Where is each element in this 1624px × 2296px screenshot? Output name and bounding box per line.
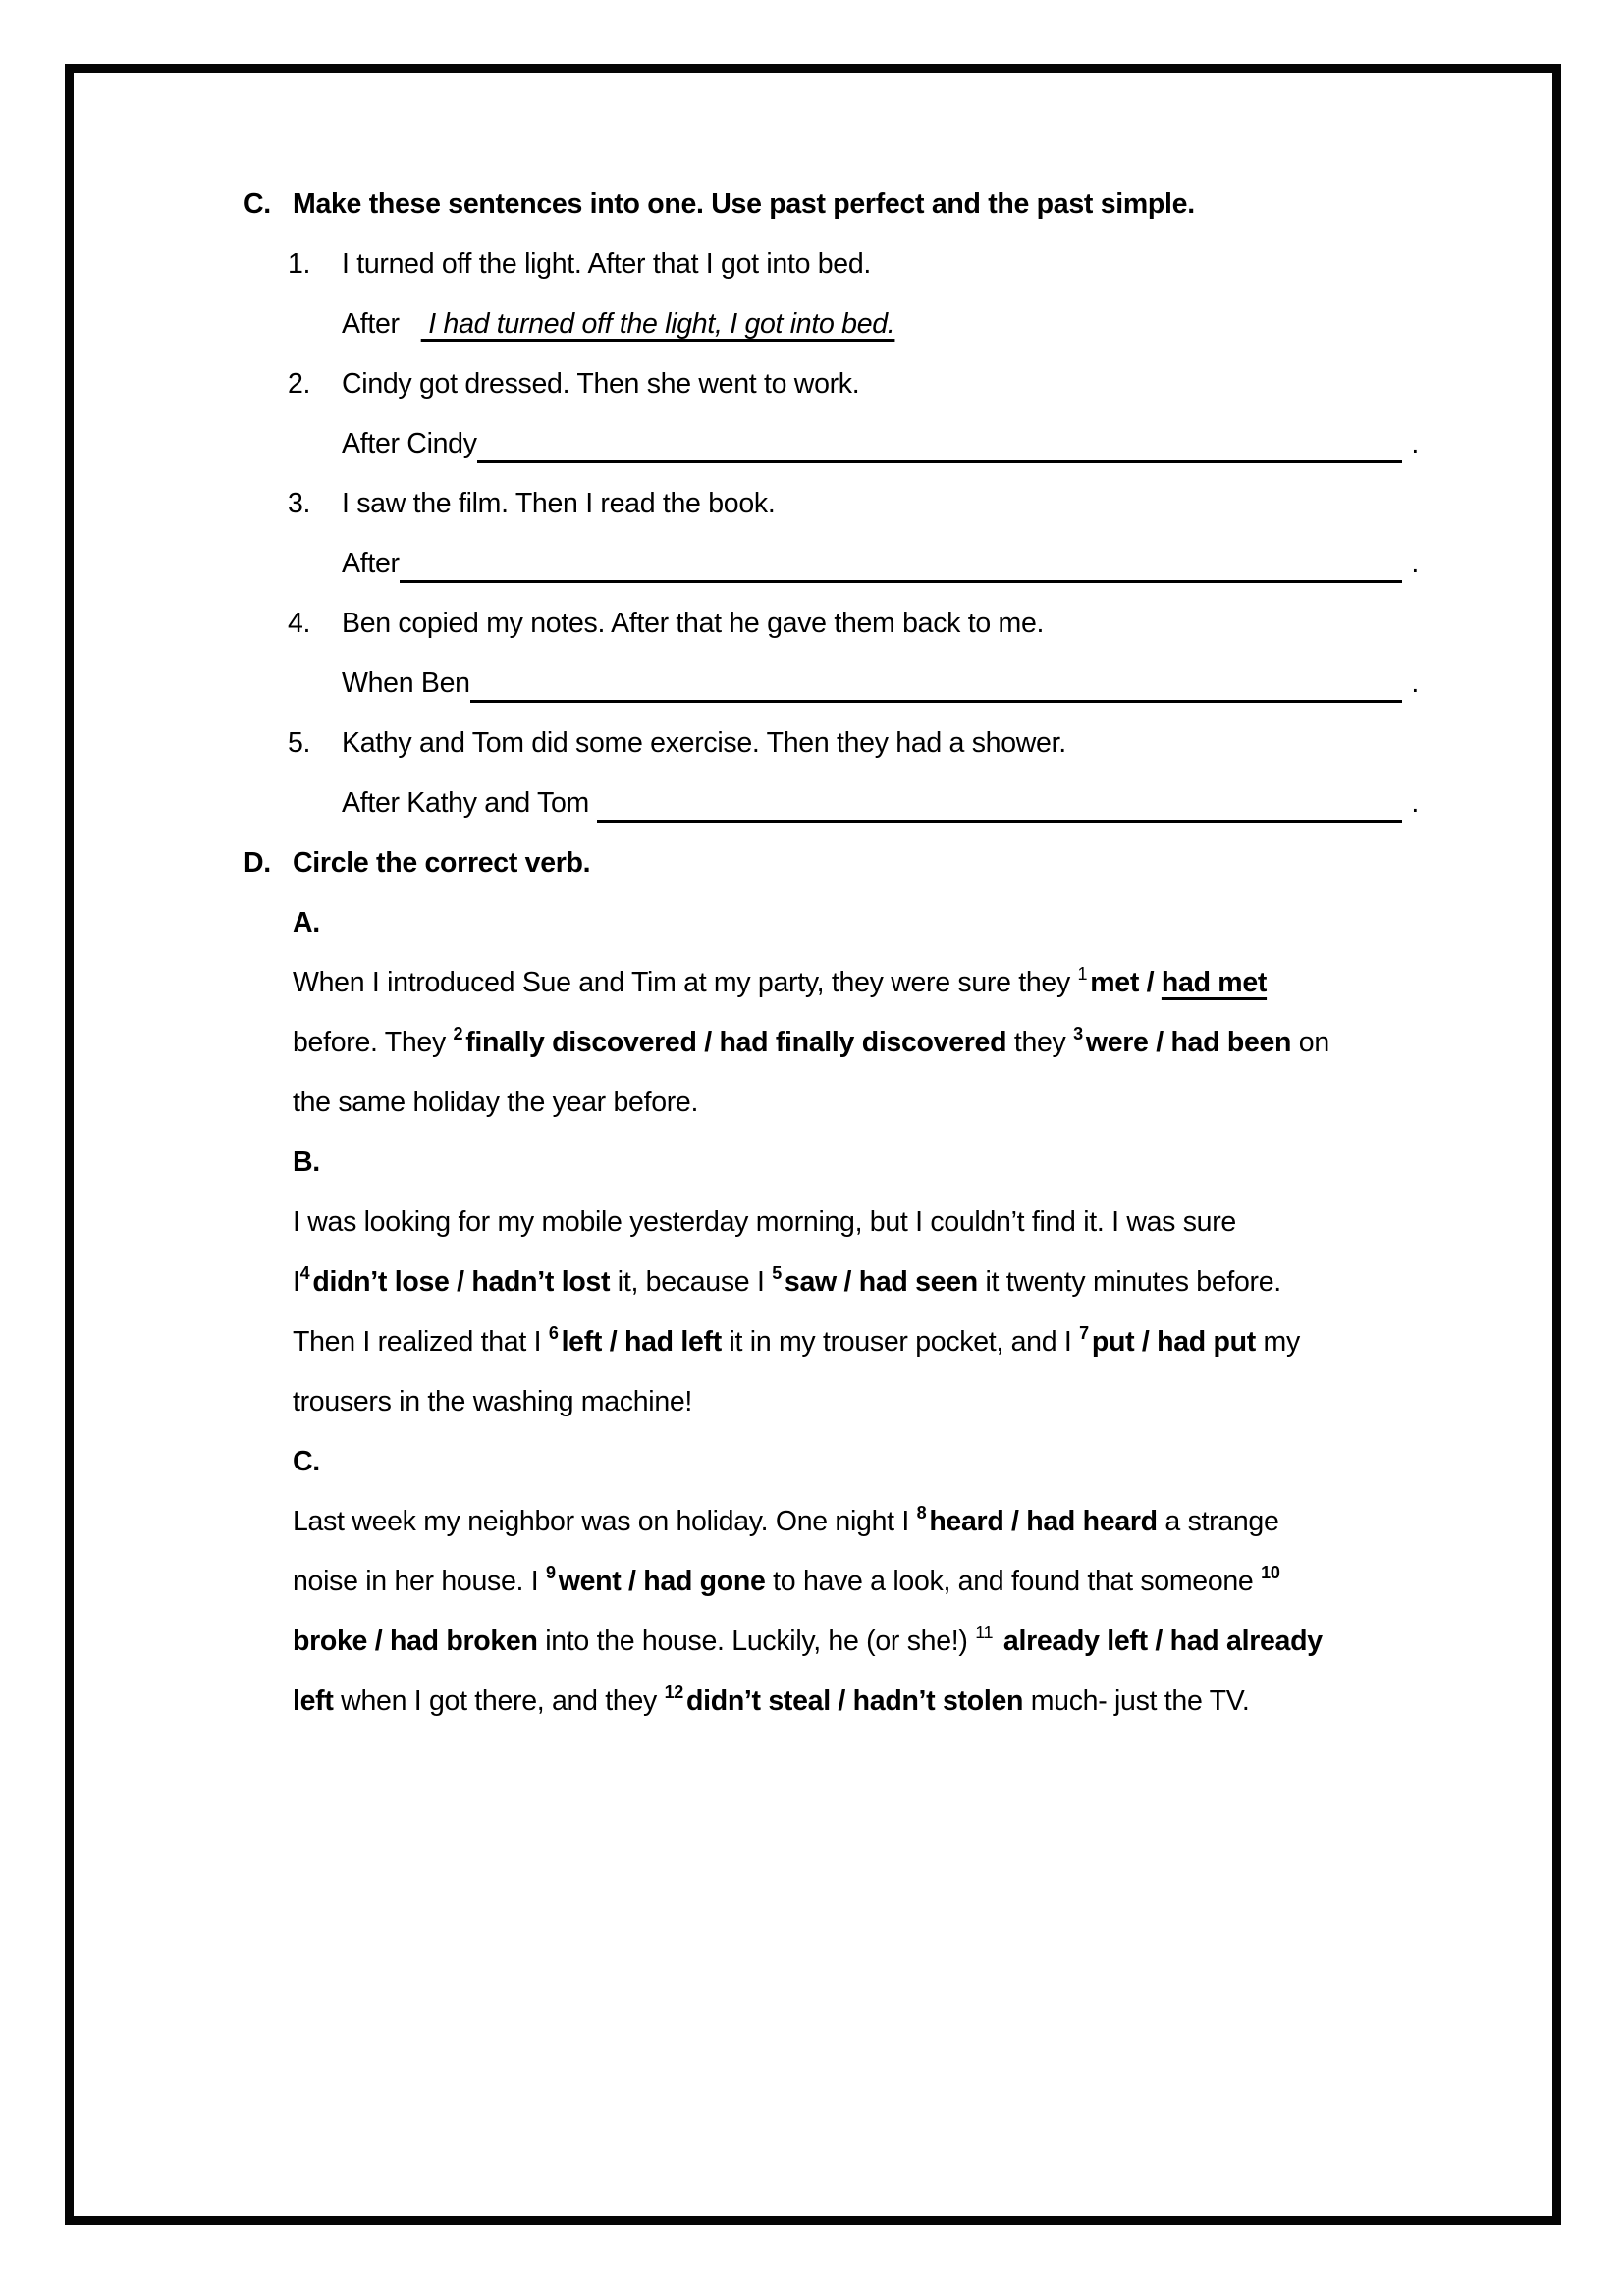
item-1-text: I turned off the light. After that I got into bed. — [342, 248, 872, 280]
answer-line-3 — [0, 534, 1419, 594]
item-2-number: 2. — [288, 368, 311, 400]
list-item-5-sentence — [0, 714, 1624, 774]
section-c-label: C. — [244, 188, 271, 220]
answer-line-2 — [0, 414, 1419, 474]
passage-a-line-3: the same holiday the year before. — [293, 1087, 699, 1118]
item-2-text: Cindy got dressed. Then she went to work. — [342, 368, 860, 400]
item-4-text: Ben copied my notes. After that he gave them back to me. — [342, 608, 1045, 639]
passage-c-line-3: broke / had broken into the house. Luckily, he (or she!) $^{11}$ already left / had already — [293, 1622, 1323, 1657]
answer-line-1 — [0, 294, 1624, 354]
answer-3-endmark: . — [1411, 548, 1419, 579]
passage-c-label: C. — [293, 1446, 320, 1477]
answer-4-blank[interactable] — [470, 654, 1403, 703]
passage-b-line-4: trousers in the washing machine! — [293, 1386, 693, 1417]
answer-1-written-text: I had turned off the light, I got into bed. — [420, 308, 895, 340]
item-5-number: 5. — [288, 727, 311, 759]
passage-a-line-2: before. They $^2$ finally discovered / had finally discovered they $^3$ were / had been on — [293, 1023, 1329, 1058]
page-content — [0, 175, 1624, 1732]
answer-1-prefix: After — [342, 308, 400, 340]
answer-3-blank[interactable] — [400, 534, 1403, 583]
section-d-heading — [0, 833, 1624, 893]
item-1-number: 1. — [288, 248, 311, 280]
passage-b-line-3: Then I realized that I $^6$ left / had left it in my trouser pocket, and I $^7$ put / had put my — [293, 1322, 1300, 1358]
answer-5-endmark: . — [1411, 787, 1419, 819]
answer-5-blank[interactable] — [597, 774, 1403, 823]
answer-4-endmark: . — [1411, 667, 1419, 699]
answer-2-blank[interactable] — [477, 414, 1403, 463]
passage-c-line-2: noise in her house. I $^9$ went / had gone to have a look, and found that someone $^{10}$ — [293, 1562, 1280, 1597]
item-5-text: Kathy and Tom did some exercise. Then they had a shower. — [342, 727, 1066, 759]
section-d-label: D. — [244, 847, 271, 879]
answer-5-prefix: After Kathy and Tom — [342, 787, 597, 819]
section-d-title: Circle the correct verb. — [293, 847, 591, 879]
section-c-heading — [0, 175, 1624, 235]
list-item-2-sentence — [0, 354, 1624, 414]
item-3-text: I saw the film. Then I read the book. — [342, 488, 776, 519]
passage-a-line-1: When I introduced Sue and Tim at my party, they were sure they $^1$ met / had met — [293, 963, 1268, 998]
answer-2-prefix: After Cindy — [342, 428, 477, 459]
item-4-number: 4. — [288, 608, 311, 639]
passage-b-line-1: I was looking for my mobile yesterday morning, but I couldn’t find it. I was sure — [293, 1206, 1236, 1238]
answer-2-endmark: . — [1411, 428, 1419, 459]
passage-b-line-2: $I^4$ didn’t lose / hadn’t lost it, because I $^5$ saw / had seen it twenty minutes before. — [293, 1262, 1281, 1298]
list-item-1-sentence — [0, 235, 1624, 294]
passage-c-line-4: left when I got there, and they $^{12}$ didn’t steal / hadn’t stolen much- just the TV. — [293, 1682, 1250, 1717]
answer-4-prefix: When Ben — [342, 667, 470, 699]
answer-line-5 — [0, 774, 1419, 833]
passage-c-line-1: Last week my neighbor was on holiday. One night I $^8$ heard / had heard a strange — [293, 1502, 1279, 1537]
passage-a-label: A. — [293, 907, 320, 938]
answer-line-4 — [0, 654, 1419, 714]
item-3-number: 3. — [288, 488, 311, 519]
section-c-title: Make these sentences into one. Use past perfect and the past simple. — [293, 188, 1195, 220]
answer-3-prefix: After — [342, 548, 400, 579]
list-item-3-sentence — [0, 474, 1624, 534]
list-item-4-sentence — [0, 594, 1624, 654]
passage-b-label: B. — [293, 1147, 320, 1178]
